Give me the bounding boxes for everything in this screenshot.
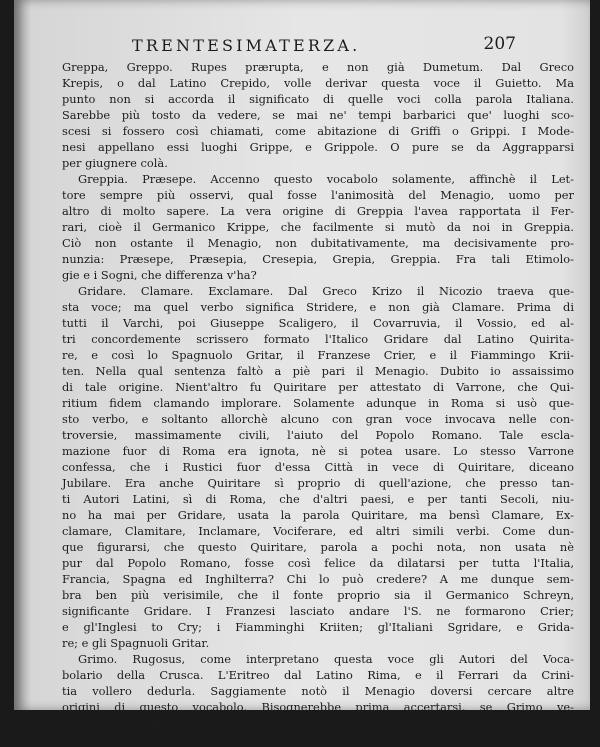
running-head: TRENTESIMATERZA. — [132, 36, 361, 55]
text-line: re, e così lo Spagnuolo Gritar, il Franzese Crier, e il Fiammingo Krii- — [62, 348, 574, 362]
text-line: re; e gli Spagnuoli Gritar. — [62, 636, 210, 650]
text-line: origini di questo vocabolo. Bisognerebbe prima accertarsi, se Grimo ve- — [62, 700, 574, 714]
text-line: confessa, che i Rustici fuor d'essa Città in vece di Quiritare, diceano — [62, 460, 574, 474]
text-line: mazione fuor di Roma era ignota, nè si potea usare. Lo stesso Varrone — [62, 444, 574, 458]
text-line: sta voce; ma quel verbo significa Stridere, e non già Clamare. Prima di — [62, 300, 574, 314]
text-line: ti Autori Latini, sì di Roma, che d'altri paesi, e per tanti Secoli, niu- — [62, 492, 574, 506]
body-text — [62, 59, 574, 747]
text-line: tia vollero dedurla. Saggiamente notò il Menagio doversi cercare altre — [62, 684, 574, 698]
text-line: per giugnere colà. — [62, 156, 168, 170]
text-line: Francia, Spagna ed Inghilterra? Chi lo può credere? A me dunque sem- — [62, 572, 574, 586]
text-line: bolario della Crusca. L'Eritreo dal Latino Rima, e il Ferrari da Crini- — [62, 668, 574, 682]
text-line: di tale origine. Nient'altro fu Quiritare per attestato di Varrone, che Qui- — [62, 380, 574, 394]
text-line: ramente significhi Rugoso. Perchè se mai volesse dire Rabbioso ( noi di- — [62, 716, 574, 730]
text-line: Greppia. Præsepe. Accenno questo vocabolo solamente, affinchè il Let- — [78, 172, 574, 186]
text-line: Krepis, o dal Latino Crepido, volle derivar questa voce il Guietto. Ma — [62, 76, 574, 90]
page-number: 207 — [483, 34, 516, 54]
text-line: Greppa, Greppo. Rupes prærupta, e non già Dumetum. Dal Greco — [62, 60, 574, 74]
text-line: pur dal Popolo Romano, fosse così felice da dilatarsi per tutta l'Italia, — [62, 556, 574, 570]
text-line: altro di molto sapere. La vera origine di Greppia l'avea rapportata il Fer- — [62, 204, 574, 218]
text-line: ritium fidem clamando implorare. Solamente adunque in Roma si usò que- — [62, 396, 574, 410]
text-line: Ciò non ostante il Menagio, non dubitativamente, ma decisivamente pro- — [62, 236, 574, 250]
text-line: rari, cioè il Germanico Krippe, che facilmente si mutò da noi in Greppia. — [62, 220, 574, 234]
text-line: gie e i Sogni, che differenza v'ha? — [62, 268, 257, 282]
book-page — [14, 0, 590, 746]
text-line: cia- — [553, 732, 574, 746]
text-line: scesi si fossero così chiamati, come abitazione di Griffi o Grippi. I Mode- — [62, 124, 574, 138]
text-line: tutti il Varchi, poi Giuseppe Scaligero, il Covarruvia, il Vossio, ed al- — [62, 316, 574, 330]
text-line: tri concordemente scrissero formato l'Italico Gridare dal Latino Quirita- — [62, 332, 574, 346]
page-header — [132, 34, 516, 58]
text-line: troversie, massimamente civili, l'aiuto del Popolo Romano. Tale escla- — [62, 428, 574, 442]
text-line: tore sempre più osservi, qual fosse l'animosità del Menagio, uomo per — [62, 188, 574, 202]
text-line: ten. Nella qual sentenza faltò a piè pari il Menagio. Dubito io assaissimo — [62, 364, 574, 378]
text-line: nesi appellano essi luoghi Grippe, e Grippole. O pure se da Aggrapparsi — [62, 140, 574, 154]
text-line: Sarebbe più tosto da vedere, se mai ne' tempi barbarici que' luoghi sco- — [62, 108, 574, 122]
text-line: que figurarsi, che questo Quiritare, parola a pochi nota, non usata nè — [62, 540, 574, 554]
text-line: bra ben più verisimile, che il fonte proprio sia il Germanico Schreyn, — [62, 588, 574, 602]
text-line: Gridare. Clamare. Exclamare. Dal Greco Krizo il Nicozio traeva que- — [78, 284, 574, 298]
text-line: significante Gridare. I Franzesi lasciato andare l'S. ne formarono Crier; — [62, 604, 574, 618]
text-line: nunzia: Præsepe, Præsepia, Cresepia, Grepia, Greppia. Fra tali Etimolo- — [62, 252, 574, 266]
text-line: Grimo. Rugosus, come interpretano questa voce gli Autori del Voca- — [78, 652, 574, 666]
text-line: sto verbo, e soltanto allorchè alcuno con gran voce invocava nelle con- — [62, 412, 574, 426]
text-line: clamare, Clamitare, Inclamare, Vociferare, ed altri simili verbi. Come dun- — [62, 524, 574, 538]
text-line: punto non si accorda il significato di quelle voci colla parola Italiana. — [62, 92, 574, 106]
text-line: no ha mai per Gridare, usata la parola Quiritare, ma bensì Clamare, Ex- — [62, 508, 574, 522]
text-line: e gl'Inglesi to Cry; i Fiamminghi Kriiten; gl'Italiani Sgridare, e Grida- — [62, 620, 574, 634]
text-line: Jubilare. Era anche Quiritare sì proprio di quell'azione, che presso tan- — [62, 476, 574, 490]
